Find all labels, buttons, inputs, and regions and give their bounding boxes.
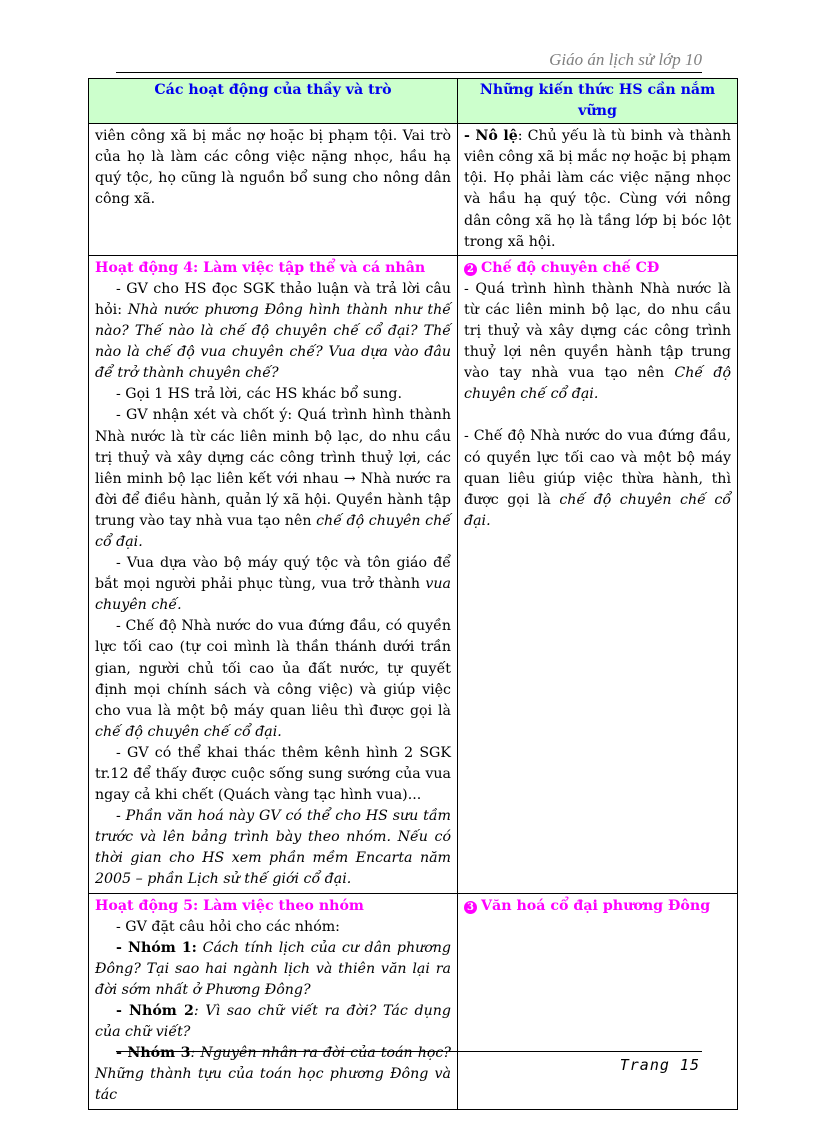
group-3-question: [95, 1043, 451, 1106]
table-header-row: [89, 79, 738, 124]
group-2-text: : Vì sao chữ viết ra đời? Tác dụng của chữ viết?: [95, 1003, 451, 1041]
numbered-bullet-icon: 2: [464, 263, 477, 276]
section-2-title: [464, 258, 731, 279]
activity-4-paragraph-4: [95, 553, 451, 616]
activity-4-paragraph-5: [95, 616, 451, 743]
row1-knowledge-cell: [458, 124, 738, 256]
group-2-label: - Nhóm 2: [116, 1003, 194, 1020]
section-2-title-text: Chế độ chuyên chế CĐ: [481, 259, 660, 276]
group-1-label: - Nhóm 1:: [116, 939, 197, 956]
a4-p1-plain: - GV cho HS đọc SGK thảo luận và trả lời câu hỏi:: [95, 280, 451, 318]
row3-activities-cell: [89, 893, 458, 1109]
activity-4-paragraph-1: [95, 279, 451, 384]
section-3-title: [464, 896, 731, 917]
activity-4-paragraph-6: - GV có thể khai thác thêm kênh hình 2 SGK tr.12 để thấy được cuộc sống sung sướng của vua ngay cả khi chết (Quách vàng tạc hình vua)...: [95, 744, 451, 804]
s2-p1-plain: - Quá trình hình thành Nhà nước là từ các liên minh bộ lạc, do nhu cầu trị thuỷ và xây dựng các công trình thuỷ lợi nên quyền hành tập trung vào tay nhà vua tạo nên: [464, 280, 731, 382]
row2-knowledge-cell: [458, 255, 738, 893]
slave-text: : Chủ yếu là tù binh và thành viên công xã bị mắc nợ hoặc bị phạm tội. Họ phải làm các việc nặng nhọc và hầu hạ quý tộc. Cùng với nông dân công xã họ là tầng lớp bị bóc lột trong xã hội.: [464, 128, 731, 250]
a4-p3-plain: - GV nhận xét và chốt ý: Quá trình hình thành Nhà nước là từ các liên minh bộ lạc, do nhu cầu trị thuỷ và xây dựng các công trình thuỷ lợi, các liên minh bộ lạc liên kết với nhau → Nhà nước ra đời để điều hành, quản lý xã hội. Quyền hành tập trung vào tay nhà vua tạo nên: [95, 407, 451, 529]
header-rule: [116, 72, 702, 73]
document-header-title: Giáo án lịch sử lớp 10: [549, 50, 702, 69]
a4-p3-italic: chế độ chuyên chế cổ đại.: [95, 512, 451, 550]
activity-4-paragraph-7: - Phần văn hoá này GV có thể cho HS sưu tầm trước và lên bảng trình bày theo nhóm. Nếu có thời gian cho HS xem phần mềm Encarta năm 2005 – phần Lịch sử thế giới cổ đại.: [95, 808, 451, 888]
section-2-paragraph-1: [464, 279, 731, 406]
activity-5-title: Hoạt động 5: Làm việc theo nhóm: [95, 897, 364, 914]
numbered-bullet-icon: 3: [464, 901, 477, 914]
row1-activities-cell: [89, 124, 458, 256]
activity-4-title: Hoạt động 4: Làm việc tập thể và cá nhân: [95, 259, 426, 276]
section-3-title-text: Văn hoá cổ đại phương Đông: [481, 897, 711, 914]
activity-4-paragraph-2: - Gọi 1 HS trả lời, các HS khác bổ sung.: [116, 386, 402, 403]
a4-p5-plain: - Chế độ Nhà nước do vua đứng đầu, có quyền lực tối cao (tự coi mình là thần thánh dưới trần gian, người chủ tối cao ủa đất nước, tự quyết định mọi chính sách và công việc) và giúp việc cho vua là một bộ máy quan liêu thì được gọi là: [95, 618, 451, 719]
column-header-knowledge: Những kiến thức HS cần nắm vững: [458, 79, 738, 124]
a4-p1-italic: Nhà nước phương Đông hình thành như thế nào? Thế nào là chế độ chuyên chế cổ đại? Thế nào là chế độ vua chuyên chế? Vua dựa vào đâu để trở thành chuyên chế?: [95, 301, 451, 382]
a4-p4-italic: vua chuyên chế.: [95, 576, 451, 614]
activity-5-paragraph-1: - GV đặt câu hỏi cho các nhóm:: [116, 918, 340, 935]
s2-p2-italic: chế độ chuyên chế cổ đại.: [464, 491, 731, 529]
slave-label: - Nô lệ: [464, 128, 518, 145]
spacer: [464, 405, 731, 426]
row2-activities-cell: [89, 255, 458, 893]
table-row: [89, 893, 738, 1109]
a4-p4-plain: - Vua dựa vào bộ máy quý tộc và tôn giáo để bắt mọi người phải phục tùng, vua trở thành: [95, 555, 451, 593]
group-3-label: - Nhóm 3: [116, 1045, 191, 1062]
footer-rule: [116, 1051, 702, 1052]
group-3-text: : Nguyên nhân ra đời của toán học? Những thành tựu của toán học phương Đông và tác: [95, 1045, 451, 1104]
row1-left-text: viên công xã bị mắc nợ hoặc bị phạm tội. Vai trò của họ là làm các công việc nặng nhọc, hầu hạ quý tộc, họ cũng là nguồn bổ sung cho nông dân công xã.: [95, 128, 451, 208]
table-row: [89, 124, 738, 256]
group-2-question: [95, 1001, 451, 1043]
table-row: [89, 255, 738, 893]
row3-knowledge-cell: [458, 893, 738, 1109]
activity-4-paragraph-3: [95, 405, 451, 553]
group-1-text: Cách tính lịch của cư dân phương Đông? Tại sao hai ngành lịch và thiên văn lại ra đời sớm nhất ở Phương Đông?: [95, 939, 452, 998]
lesson-table: [88, 78, 738, 1110]
section-2-paragraph-2: [464, 426, 731, 531]
column-header-activities: Các hoạt động của thầy và trò: [89, 79, 458, 124]
row1-right-paragraph: [464, 126, 731, 253]
page-number: Trang 15: [619, 1056, 700, 1074]
group-1-question: [95, 938, 451, 1001]
s2-p2-plain: - Chế độ Nhà nước do vua đứng đầu, có quyền lực tối cao và một bộ máy quan liêu giúp việc thừa hành, thì được gọi là: [464, 428, 731, 508]
a4-p5-italic: chế độ chuyên chế cổ đại.: [95, 723, 282, 740]
s2-p1-italic: Chế độ chuyên chế cổ đại.: [464, 365, 731, 403]
